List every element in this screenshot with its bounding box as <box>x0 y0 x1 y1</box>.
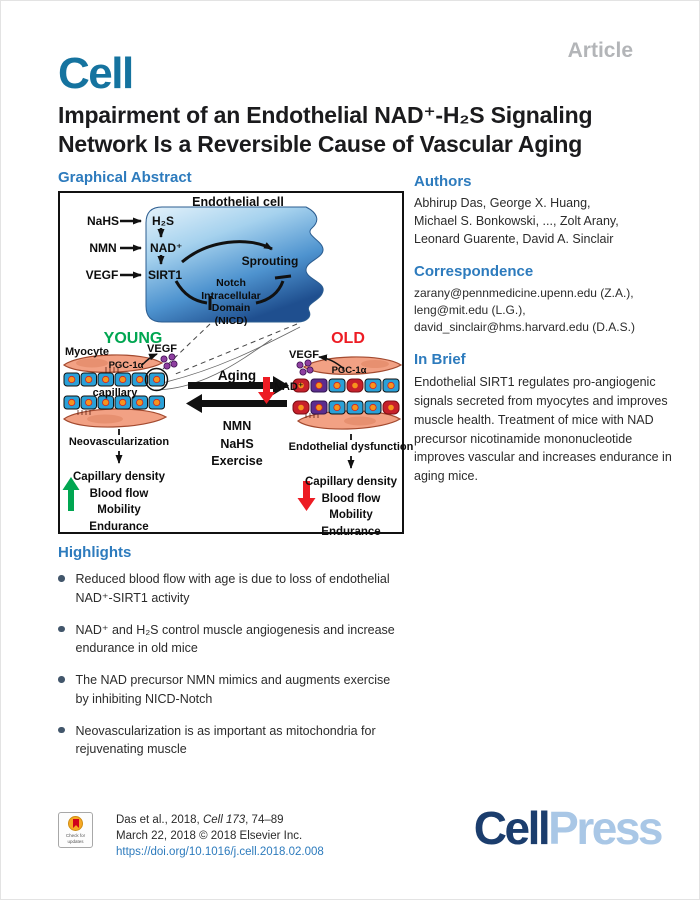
badge-text <box>59 833 92 845</box>
young-label: YOUNG <box>103 330 163 347</box>
bullet-icon <box>58 727 65 734</box>
pgc1a-old-label: PGC-1α <box>331 365 367 376</box>
authors-heading: Authors <box>414 173 472 190</box>
badge-text-line2: updates <box>67 838 84 844</box>
nicd-label <box>201 277 261 327</box>
vegf-input-label: VEGF <box>85 268 119 282</box>
old-label: OLD <box>331 330 365 347</box>
graphical-abstract-figure <box>58 191 414 538</box>
nad-old-label: NAD⁺ <box>274 381 304 393</box>
bullet-icon <box>58 676 65 683</box>
crossmark-icon <box>68 816 83 831</box>
old-capillaries <box>293 379 399 414</box>
highlight-item <box>58 722 410 760</box>
endothelial-cell-label: Endothelial cell <box>192 195 284 209</box>
highlights-section <box>58 544 410 772</box>
cellpress-logo-cell: Cell <box>473 802 549 854</box>
author-line: Michael S. Bonkowski, ..., Zolt Arany, <box>414 213 619 228</box>
young-outcomes <box>73 469 165 535</box>
sirt1-label: SIRT1 <box>148 268 183 282</box>
correspondence-section <box>414 263 676 336</box>
date-line: March 22, 2018 © 2018 Elsevier Inc. <box>116 830 303 843</box>
sprouting-label: Sprouting <box>241 254 299 268</box>
in-brief-heading: In Brief <box>414 351 466 369</box>
treatment-nmn: NMN <box>222 419 252 433</box>
correspondence-email: david_sinclair@hms.harvard.edu (D.A.S.) <box>414 320 635 335</box>
graphical-abstract-heading: Graphical Abstract <box>58 169 192 186</box>
citation-pages: , 74–89 <box>245 814 284 826</box>
nahs-label: NaHS <box>86 214 120 228</box>
old-outcomes <box>305 474 397 540</box>
input-arrows <box>120 221 141 275</box>
old-outcome-capillary-density: Capillary density <box>304 476 398 488</box>
paper-title-line2: Network Is a Reversible Cause of Vascular Aging <box>58 130 583 157</box>
neovascularization-label: Neovascularization <box>68 436 170 448</box>
check-for-updates-badge[interactable] <box>58 812 93 848</box>
h2s-label: H₂S <box>152 214 175 228</box>
citation-pre: Das et al., 2018, <box>116 814 203 826</box>
highlight-item <box>58 671 410 709</box>
paper-title <box>58 101 638 158</box>
highlight-text: Reduced blood flow with age is due to loss of endothelial NAD⁺-SIRT1 activity <box>75 572 390 605</box>
nicd-line3: Domain <box>211 302 251 314</box>
old-outcome-blood-flow: Blood flow <box>321 492 381 505</box>
nmn-label: NMN <box>89 241 117 255</box>
footer-citation-block <box>116 812 324 860</box>
bookmark-icon <box>73 819 79 828</box>
article-type-label: Article <box>567 39 633 62</box>
nicd-line2: Intracellular <box>201 289 261 302</box>
highlight-text: NAD⁺ and H₂S control muscle angiogenesis and increase endurance in old mice <box>75 622 395 656</box>
young-outcome-mobility: Mobility <box>97 504 141 516</box>
correspondence-email: leng@mit.edu (L.G.), <box>414 303 526 318</box>
young-outcome-capillary-density: Capillary density <box>72 471 166 483</box>
paper-title-line1: Impairment of an Endothelial NAD⁺-H₂S Signaling <box>58 102 593 128</box>
in-brief-section <box>414 351 676 486</box>
treatment-exercise: Exercise <box>211 454 263 468</box>
myocyte-label: Myocyte <box>65 346 110 358</box>
citation-line <box>116 812 324 828</box>
badge-text-line1: Check for <box>65 833 86 838</box>
bullet-icon <box>58 626 65 633</box>
vegf-young-label: VEGF <box>147 343 177 355</box>
nad-label: NAD⁺ <box>150 241 183 255</box>
pgc1a-young-label: PGC-1α <box>108 360 144 371</box>
highlight-item <box>58 570 410 608</box>
correspondence-email: zarany@pennmedicine.upenn.edu (Z.A.), <box>414 286 634 301</box>
correspondence-heading: Correspondence <box>414 263 534 281</box>
nicd-line1: Notch <box>216 277 246 289</box>
nicd-line4: (NICD) <box>214 314 248 327</box>
treatment-label <box>211 418 262 471</box>
capillary-label: capillary <box>92 387 138 399</box>
old-outcome-endurance: Endurance <box>321 525 381 538</box>
rejuvenation-arrow <box>186 394 287 413</box>
aging-label: Aging <box>217 368 257 383</box>
endothelial-dysfunction-label: Endothelial dysfunction <box>288 441 414 453</box>
author-line: Leonard Guarente, David A. Sinclair <box>414 231 614 246</box>
authors-section <box>414 173 676 248</box>
bullet-icon <box>58 575 65 582</box>
highlights-heading: Highlights <box>58 544 132 561</box>
doi-link[interactable]: https://doi.org/10.1016/j.cell.2018.02.008 <box>116 846 324 859</box>
treatment-nahs: NaHS <box>220 436 254 451</box>
young-outcome-blood-flow: Blood flow <box>89 487 149 500</box>
old-outcome-mobility: Mobility <box>329 509 373 521</box>
cellpress-logo <box>474 801 661 855</box>
in-brief-text: Endothelial SIRT1 regulates pro-angiogenic signals secreted from myocytes and improves muscle health. Treatment of mice with NAD precursor nicotinamide mononucleotide improves vascular and increases endurance in aging mice. <box>414 375 672 484</box>
graphical-abstract-stage <box>60 193 414 538</box>
cell-journal-logo: Cell <box>58 49 133 98</box>
author-line: Abhirup Das, George X. Huang, <box>414 196 591 210</box>
nad-decline-arrow <box>258 377 275 404</box>
highlight-item <box>58 621 410 659</box>
info-column <box>414 173 676 486</box>
young-vegf-dots <box>161 354 177 369</box>
vegf-old-label: VEGF <box>289 349 319 361</box>
citation-journal: Cell 173 <box>202 814 246 826</box>
cellpress-logo-press: Press <box>548 802 661 854</box>
highlight-text: Neovascularization is as important as mitochondria for rejuvenating muscle <box>75 723 376 757</box>
highlight-text: The NAD precursor NMN mimics and augments exercise by inhibiting NICD-Notch <box>75 673 391 706</box>
young-outcome-endurance: Endurance <box>89 520 149 533</box>
